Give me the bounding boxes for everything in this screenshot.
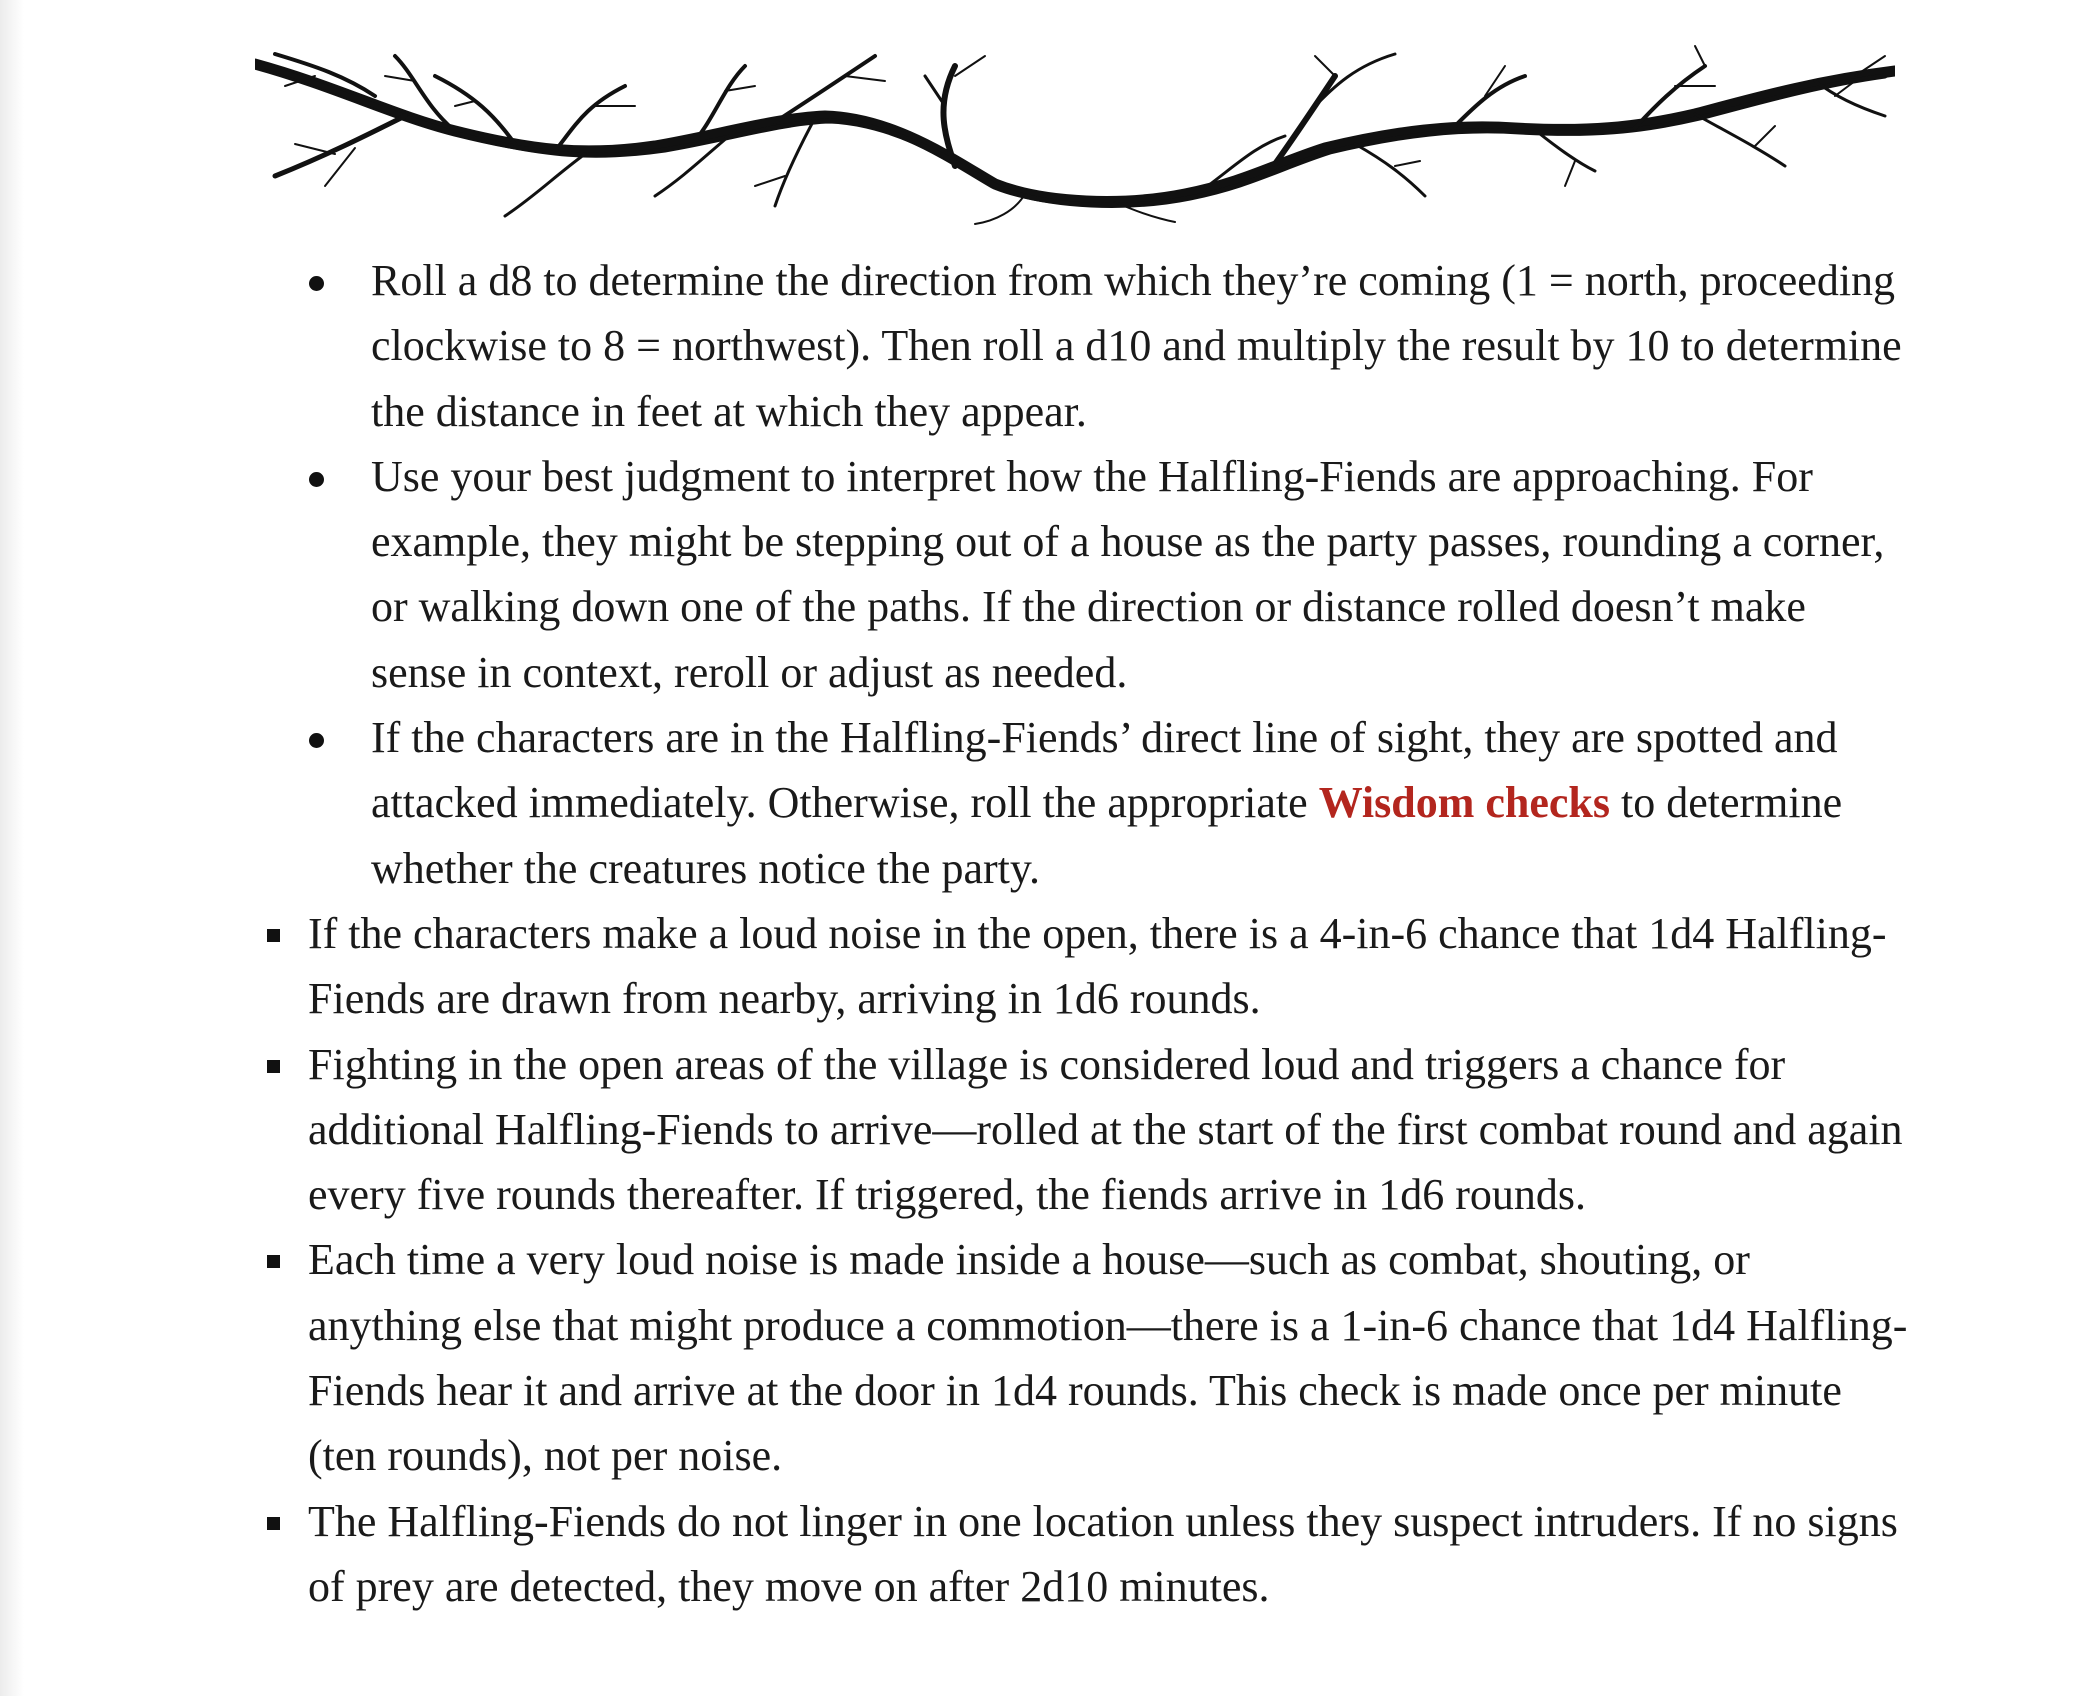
list-item-text: Each time a very loud noise is made inside a house—such as combat, shouting, or anything else that might produce a commotion—there is a 1-in-6 chance that 1d4 Halfling-Fiends hear it and arrive at the door in 1d4 rounds. This check is made once per minute (ten rounds), not per noise. <box>308 1235 1908 1481</box>
disc-bullet-icon <box>309 472 324 487</box>
list-item-text: Use your best judgment to interpret how the Halfling-Fiends are approaching. For example, they might be stepping out of a house as the party passes, rounding a corner, or walking down one of the paths. If the direction or distance rolled doesn’t make sense in context, reroll or adjust as needed. <box>371 451 1885 697</box>
list-item-text: If the characters make a loud noise in the open, there is a 4-in-6 chance that 1d4 Halfling-Fiends are drawn from nearby, arriving in 1d6 rounds. <box>308 908 1887 1024</box>
list-item-text: Fighting in the open areas of the village is considered loud and triggers a chance for additional Halfling-Fiends to arrive—rolled at the start of the first combat round and again every five rounds thereafter. If triggered, the fiends arrive in 1d6 rounds. <box>308 1039 1903 1220</box>
square-bullet-icon <box>267 1517 280 1530</box>
list-item <box>0 901 1908 1032</box>
thorny-branch-divider-icon <box>255 36 1895 226</box>
list-item-text: The Halfling-Fiends do not linger in one location unless they suspect intruders. If no signs of prey are detected, they move on after 2d10 minutes. <box>308 1496 1898 1611</box>
list-item <box>0 1032 1908 1228</box>
wisdom-checks-link[interactable]: Wisdom checks <box>1318 778 1611 828</box>
list-item-text: Roll a d8 to determine the direction from which they’re coming (1 = north, proceeding clockwise to 8 = northwest). Then roll a d10 and multiply the result by 10 to determine the distance in feet at which they appear. <box>371 256 1902 436</box>
list-item <box>0 1227 1908 1488</box>
disc-bullet-icon <box>309 733 324 748</box>
list-item <box>0 1489 1908 1620</box>
square-bullet-icon <box>267 929 280 942</box>
page-body <box>0 248 2088 1619</box>
list-item <box>0 248 1911 444</box>
list-item-text-before-link: If the characters are in the Halfling-Fiends’ direct line of sight, they are spotted and attacked immediately. Otherwise, roll the appropriate <box>371 713 1838 828</box>
main-bullet-list <box>0 901 2088 1619</box>
square-bullet-icon <box>267 1255 280 1268</box>
square-bullet-icon <box>267 1060 280 1073</box>
list-item <box>0 444 1911 705</box>
sub-bullet-list <box>0 248 2088 901</box>
list-item-text-after-link: to determine whether the creatures notice the party. <box>371 778 1843 893</box>
list-item <box>0 705 1911 901</box>
disc-bullet-icon <box>309 276 324 291</box>
